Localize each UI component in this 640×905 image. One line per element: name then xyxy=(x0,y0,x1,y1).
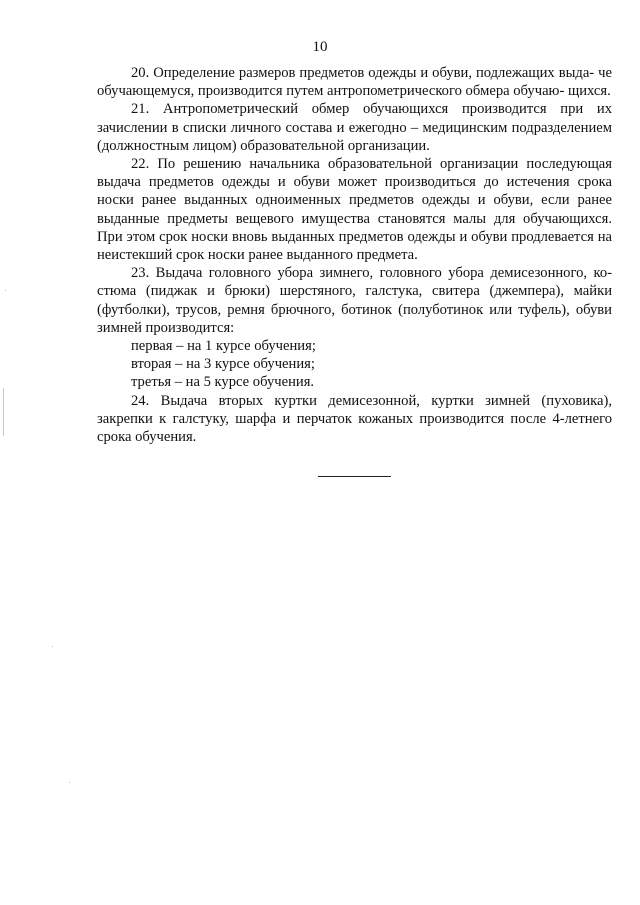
paragraph-22 xyxy=(97,155,612,264)
text-line: зимней производится: xyxy=(97,319,235,336)
scan-artifact xyxy=(52,646,53,647)
paragraph-23 xyxy=(97,264,612,337)
text-line: носки ранее выданных одноименных предметов одежды и обуви, если ранее xyxy=(97,192,612,209)
text-line: (должностным лицом) образовательной организации. xyxy=(97,137,430,154)
text-line: 23. Выдача головного убора зимнего, головного убора демисезонного, ко- xyxy=(131,265,612,282)
paragraph-21 xyxy=(97,100,612,155)
paragraph-20 xyxy=(97,64,612,100)
list-item: первая – на 1 курсе обучения; xyxy=(131,338,316,355)
text-line: выдача предметов одежды и обуви может производиться до истечения срока xyxy=(97,174,612,191)
scan-artifact xyxy=(69,782,70,783)
text-line: срока обучения. xyxy=(97,429,197,446)
paragraph-24 xyxy=(97,392,612,447)
text-line: закрепки к галстуку, шарфа и перчаток кожаных производится после 4-летнего xyxy=(97,410,612,427)
list-item: третья – на 5 курсе обучения. xyxy=(131,374,315,391)
scan-artifact xyxy=(3,388,4,436)
text-line: 24. Выдача вторых куртки демисезонной, куртки зимней (пуховика), xyxy=(131,392,612,409)
text-line: При этом срок носки вновь выданных предметов одежды и обуви продлевается xyxy=(97,228,598,245)
list-item: вторая – на 3 курсе обучения; xyxy=(131,356,315,373)
text-line: 22. По решению начальника образовательной организации последующая xyxy=(131,156,612,173)
text-line: (футболки), трусов, ремня брючного, ботинок (полуботинок или туфель), обуви xyxy=(97,301,612,318)
text-line: выданные предметы вещевого имущества становятся малы для обучающихся. xyxy=(97,210,612,227)
scan-artifact xyxy=(5,290,6,291)
text-line: 21. Антропометрический обмер обучающихся производится при их xyxy=(131,101,612,118)
text-line: 20. Определение размеров предметов одежды и обуви, подлежащих выда- xyxy=(131,65,595,81)
text-line: зачислении в списки личного состава и ежегодно – медицинским подразделением xyxy=(97,119,612,136)
text-line: че обучающемуся, производится путем антропометрического обмера обучаю- xyxy=(97,65,612,100)
text-line: щихся. xyxy=(567,83,611,100)
text-line: стюма (пиджак и брюки) шерстяного, галстука, свитера (джемпера), майки xyxy=(97,283,612,300)
page-number: 10 xyxy=(312,39,328,55)
end-of-text-divider xyxy=(318,476,391,477)
document-body xyxy=(97,64,612,446)
text-line: на неистекший срок носки ранее выданного предмета. xyxy=(97,228,612,264)
